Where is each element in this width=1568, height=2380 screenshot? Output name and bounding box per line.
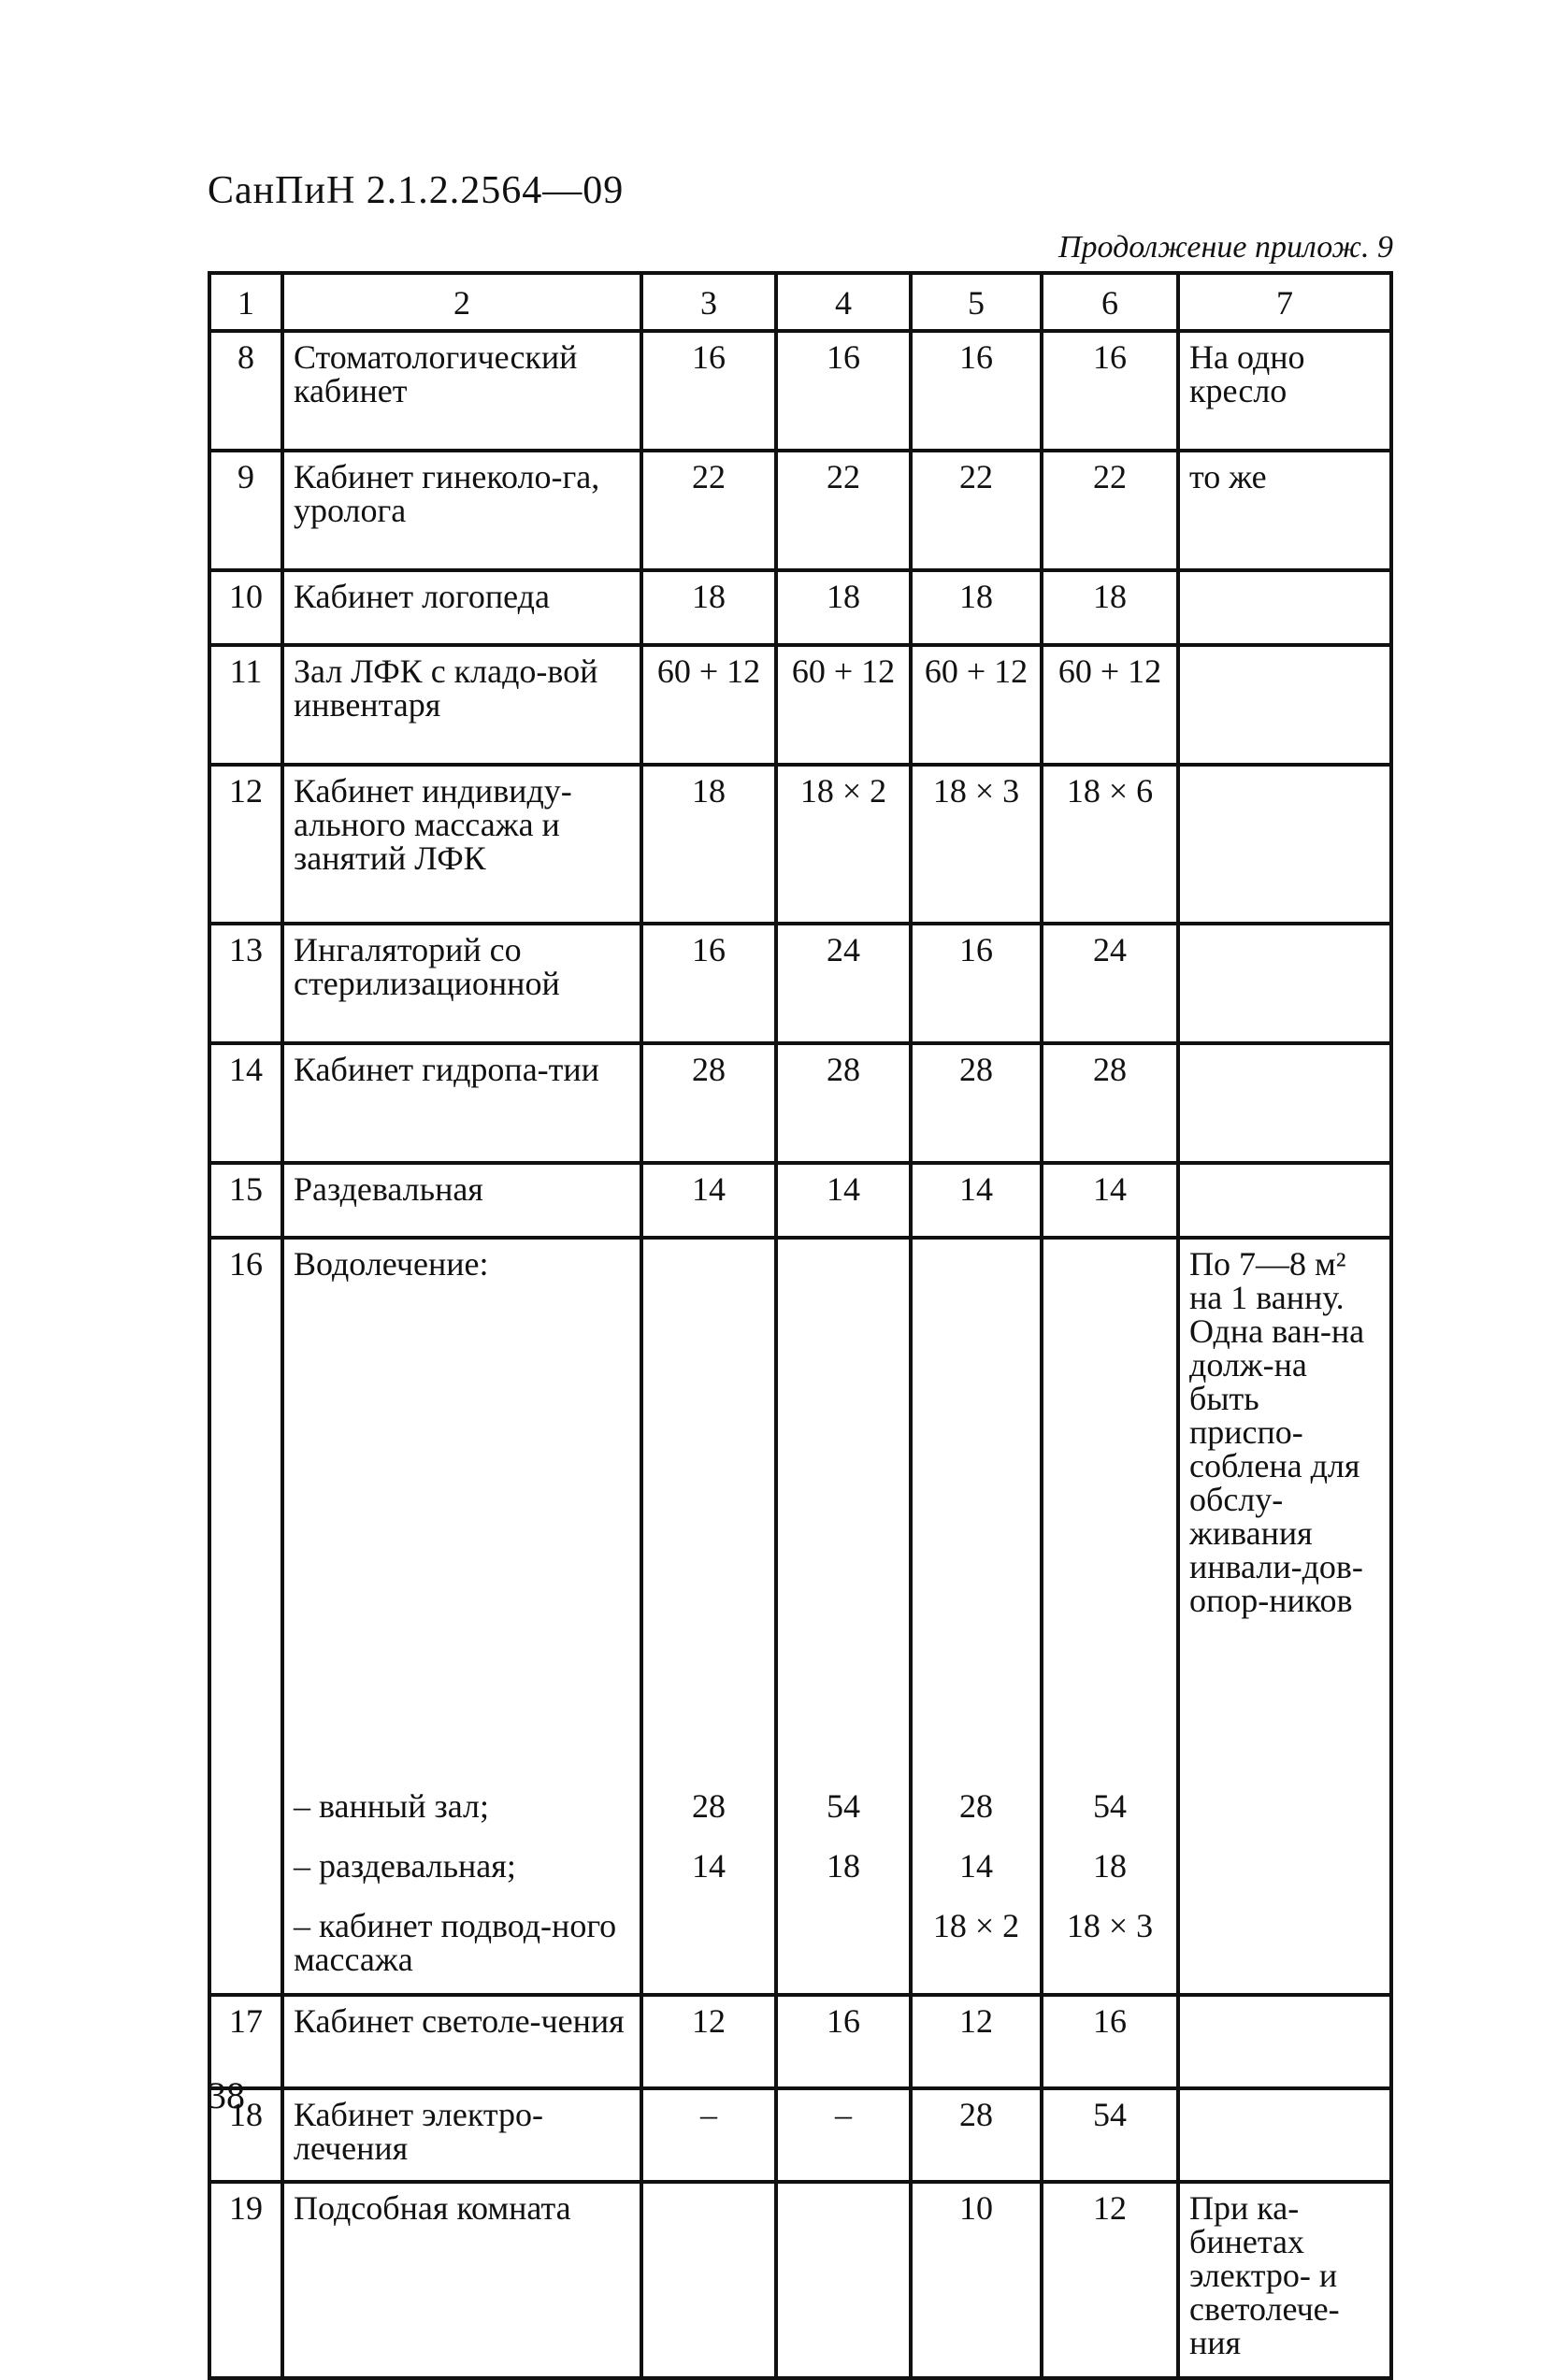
row-number: 12 bbox=[209, 765, 282, 924]
empty-cell bbox=[911, 1238, 1042, 1787]
area-value: 18 bbox=[776, 570, 911, 645]
area-value: 16 bbox=[776, 331, 911, 451]
empty-cell bbox=[1042, 1238, 1178, 1787]
area-value: 16 bbox=[1042, 1995, 1178, 2088]
column-header: 2 bbox=[282, 273, 641, 331]
area-value: 18 bbox=[776, 1847, 911, 1907]
area-value: 28 bbox=[911, 2088, 1042, 2182]
table-row bbox=[209, 1043, 1391, 1163]
room-name: Зал ЛФК с кладо-вой инвентаря bbox=[282, 645, 641, 765]
continuation-label: Продолжение прилож. 9 bbox=[1057, 230, 1393, 265]
area-value: 60 + 12 bbox=[911, 645, 1042, 765]
area-value: 24 bbox=[1042, 924, 1178, 1043]
area-value: 18 × 6 bbox=[1042, 765, 1178, 924]
row-number: 10 bbox=[209, 570, 282, 645]
room-name: Водолечение: bbox=[282, 1238, 641, 1787]
area-value: 60 + 12 bbox=[1042, 645, 1178, 765]
table-row bbox=[209, 331, 1391, 451]
area-value: 22 bbox=[1042, 451, 1178, 570]
row-note bbox=[1178, 1995, 1391, 2088]
row-number: 16 bbox=[209, 1238, 282, 1995]
area-value: 16 bbox=[641, 331, 776, 451]
sub-item-name: – кабинет подвод-ного массажа bbox=[282, 1907, 641, 1995]
table-row bbox=[209, 1995, 1391, 2088]
column-header: 5 bbox=[911, 273, 1042, 331]
table-row bbox=[209, 451, 1391, 570]
row-number: 18 bbox=[209, 2088, 282, 2182]
table-row bbox=[209, 1163, 1391, 1238]
row-note: На одно кресло bbox=[1178, 331, 1391, 451]
table-header-row bbox=[209, 273, 1391, 331]
area-value bbox=[641, 1907, 776, 1995]
area-value: 18 bbox=[641, 765, 776, 924]
row-note bbox=[1178, 570, 1391, 645]
area-value: 54 bbox=[776, 1787, 911, 1847]
row-note bbox=[1178, 645, 1391, 765]
area-value: 14 bbox=[1042, 1163, 1178, 1238]
area-value bbox=[776, 1907, 911, 1995]
table-row bbox=[209, 570, 1391, 645]
room-name: Стоматологический кабинет bbox=[282, 331, 641, 451]
area-value: 18 × 2 bbox=[911, 1907, 1042, 1995]
sub-item-name: – раздевальная; bbox=[282, 1847, 641, 1907]
row-number: 17 bbox=[209, 1995, 282, 2088]
document-title: СанПиН 2.1.2.2564—09 bbox=[208, 169, 625, 212]
appendix-table bbox=[208, 271, 1393, 2380]
area-value: 16 bbox=[1042, 331, 1178, 451]
page-number: 38 bbox=[208, 2074, 245, 2116]
area-value: 28 bbox=[776, 1043, 911, 1163]
room-name: Подсобная комната bbox=[282, 2182, 641, 2378]
column-header: 6 bbox=[1042, 273, 1178, 331]
area-value: 18 bbox=[911, 570, 1042, 645]
room-name: Кабинет светоле-чения bbox=[282, 1995, 641, 2088]
area-value: 28 bbox=[911, 1787, 1042, 1847]
row-number: 11 bbox=[209, 645, 282, 765]
area-value: 22 bbox=[641, 451, 776, 570]
row-number: 14 bbox=[209, 1043, 282, 1163]
area-value: 22 bbox=[776, 451, 911, 570]
area-value: 12 bbox=[911, 1995, 1042, 2088]
table-row bbox=[209, 924, 1391, 1043]
area-value: 12 bbox=[1042, 2182, 1178, 2378]
area-value: 18 × 3 bbox=[1042, 1907, 1178, 1995]
area-value: 60 + 12 bbox=[641, 645, 776, 765]
area-value: 22 bbox=[911, 451, 1042, 570]
table-row bbox=[209, 2088, 1391, 2182]
table-row bbox=[209, 2182, 1391, 2378]
row-note bbox=[1178, 924, 1391, 1043]
area-value: 18 × 2 bbox=[776, 765, 911, 924]
room-name: Раздевальная bbox=[282, 1163, 641, 1238]
row-note bbox=[1178, 2088, 1391, 2182]
area-value: 14 bbox=[911, 1163, 1042, 1238]
row-number: 8 bbox=[209, 331, 282, 451]
empty-cell bbox=[641, 1238, 776, 1787]
row-note bbox=[1178, 765, 1391, 924]
row-number: 9 bbox=[209, 451, 282, 570]
area-value: 28 bbox=[911, 1043, 1042, 1163]
row-note: то же bbox=[1178, 451, 1391, 570]
table-row bbox=[209, 645, 1391, 765]
column-header: 3 bbox=[641, 273, 776, 331]
row-note bbox=[1178, 1043, 1391, 1163]
room-name: Кабинет логопеда bbox=[282, 570, 641, 645]
area-value: 18 bbox=[1042, 570, 1178, 645]
area-value: 54 bbox=[1042, 1787, 1178, 1847]
area-value: 16 bbox=[911, 331, 1042, 451]
row-number: 15 bbox=[209, 1163, 282, 1238]
area-value: 24 bbox=[776, 924, 911, 1043]
area-value: – bbox=[776, 2088, 911, 2182]
area-value: 28 bbox=[641, 1043, 776, 1163]
column-header: 4 bbox=[776, 273, 911, 331]
area-value: 28 bbox=[1042, 1043, 1178, 1163]
area-value: 12 bbox=[641, 1995, 776, 2088]
row-number: 13 bbox=[209, 924, 282, 1043]
area-value: 54 bbox=[1042, 2088, 1178, 2182]
room-name: Кабинет индивиду-ального массажа и занятий ЛФК bbox=[282, 765, 641, 924]
area-value: 16 bbox=[776, 1995, 911, 2088]
area-value bbox=[641, 2182, 776, 2378]
table-row-water-therapy bbox=[209, 1238, 1391, 1787]
area-value: 18 bbox=[641, 570, 776, 645]
table-row bbox=[209, 765, 1391, 924]
area-value: 16 bbox=[911, 924, 1042, 1043]
room-name: Ингаляторий со стерилизационной bbox=[282, 924, 641, 1043]
area-value: 14 bbox=[911, 1847, 1042, 1907]
sub-item-name: – ванный зал; bbox=[282, 1787, 641, 1847]
area-value: 18 × 3 bbox=[911, 765, 1042, 924]
area-value: 14 bbox=[641, 1163, 776, 1238]
area-value: 14 bbox=[776, 1163, 911, 1238]
room-name: Кабинет электро-лечения bbox=[282, 2088, 641, 2182]
area-value: – bbox=[641, 2088, 776, 2182]
area-value: 14 bbox=[641, 1847, 776, 1907]
area-value: 10 bbox=[911, 2182, 1042, 2378]
area-value: 60 + 12 bbox=[776, 645, 911, 765]
row-note: По 7—8 м² на 1 ванну. Одна ван-на долж-на быть приспо-соблена для обслу-живания инвали-дов-опор-ников bbox=[1178, 1238, 1391, 1995]
row-number: 19 bbox=[209, 2182, 282, 2378]
room-name: Кабинет гинеколо-га, уролога bbox=[282, 451, 641, 570]
row-note bbox=[1178, 1163, 1391, 1238]
area-value: 16 bbox=[641, 924, 776, 1043]
area-value: 18 bbox=[1042, 1847, 1178, 1907]
empty-cell bbox=[776, 1238, 911, 1787]
column-header: 7 bbox=[1178, 273, 1391, 331]
column-header: 1 bbox=[209, 273, 282, 331]
room-name: Кабинет гидропа-тии bbox=[282, 1043, 641, 1163]
area-value: 28 bbox=[641, 1787, 776, 1847]
area-value bbox=[776, 2182, 911, 2378]
row-note: При ка-бинетах электро- и светолече-ния bbox=[1178, 2182, 1391, 2378]
